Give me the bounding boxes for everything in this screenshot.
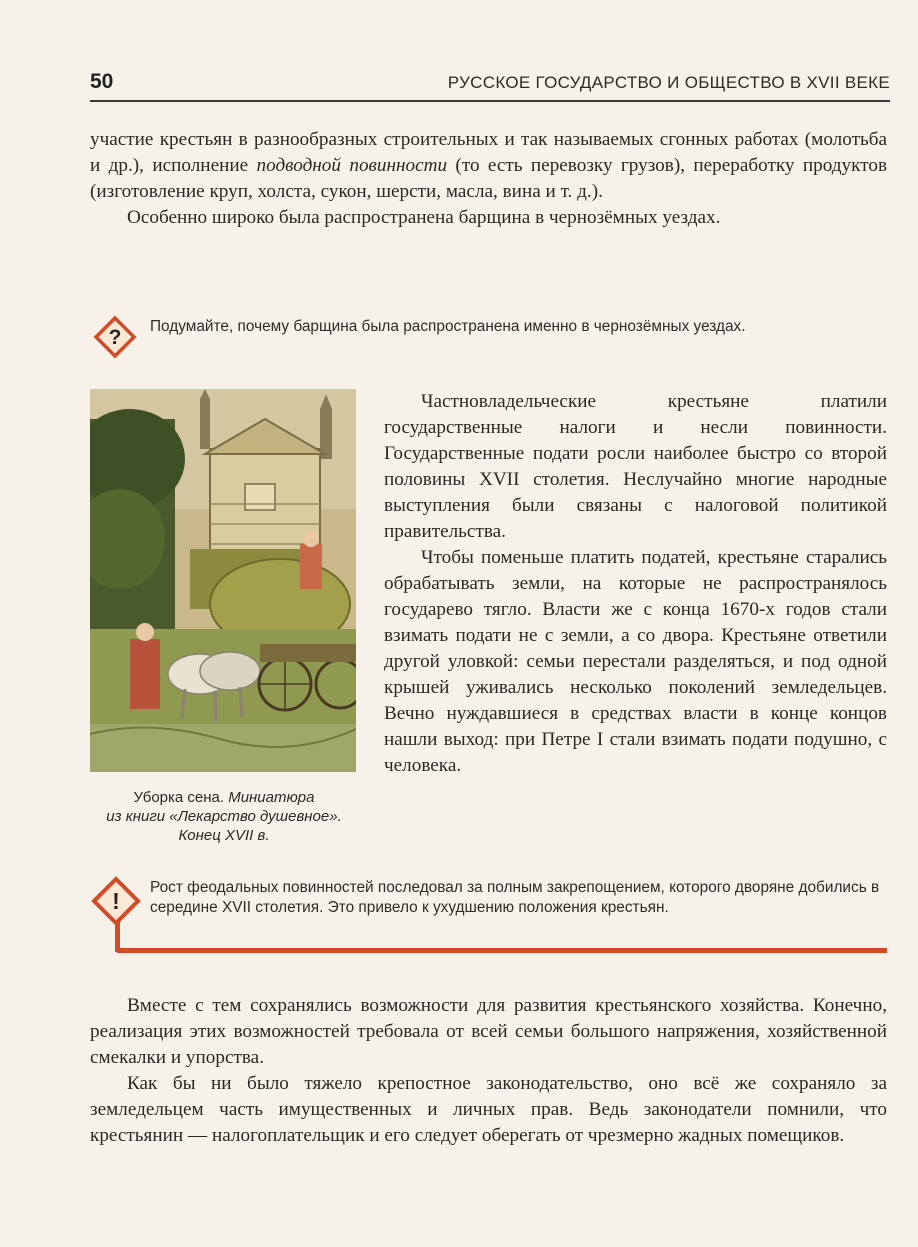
question-diamond-icon [93, 315, 137, 364]
attention-callout: Рост феодальных повинностей последовал за полным закрепощением, которого дворяне добились в середине XVII столетия. Это привело к ухудшению положения крестьян. [150, 879, 880, 916]
text-block-top [90, 127, 887, 231]
page-number: 50 [90, 70, 114, 93]
page-header [90, 66, 890, 102]
paragraph: Особенно широко была распространена барщина в чернозёмных уездах. [127, 207, 721, 228]
text-block-bottom [90, 993, 887, 1149]
text-run: участие крестьян в разнообразных строительных и так называемых сгонных работах (молотьба и др.), исполнение [90, 129, 887, 176]
svg-text:!: ! [112, 888, 120, 914]
caption-source: Миниатюра [228, 789, 315, 806]
exclamation-diamond-icon [91, 876, 141, 931]
term-emphasis: подводной повинности [256, 155, 448, 176]
caption-source: из книги «Лекарство душевное». [106, 808, 342, 825]
question-callout: Подумайте, почему барщина была распространена именно в чернозёмных уездах. [150, 318, 746, 335]
paragraph [90, 127, 887, 205]
caption-title: Уборка сена. [133, 789, 225, 806]
caption-date: Конец XVII в. [178, 827, 270, 844]
svg-text:?: ? [108, 326, 122, 349]
paragraph: Как бы ни было тяжело крепостное законодательство, оно всё же сохраняло за земледельцем часть имущественных и личных прав. Ведь законодатели помнили, что крестьянин — налогоплательщик и его следует оберегать от чрезмерно жадных помещиков. [90, 1073, 887, 1146]
text-block-side [384, 389, 887, 779]
text-run: (то есть перевозку грузов), переработку продуктов (изготовление круп, холста, сукон, шерсти, масла, вина и т. д.). [90, 155, 888, 202]
paragraph: Чтобы поменьше платить податей, крестьяне старались обрабатывать земли, на которые не распространялось государево тягло. Власти же с конца 1670-х годов стали взимать подати не с земли, а со двора. Крестьяне ответили другой уловкой: семьи перестали разделяться, и под одной крышей уживались несколько поколений земледельцев. Вечно нуждавшиеся в средствах власти в конце концов нашли выход: при Петре I стали взимать подати подушно, с человека. [384, 547, 887, 776]
paragraph: Частновладельческие крестьяне платили государственные налоги и несли повинности. Государственные подати росли наиболее быстро со второй половины XVII столетия. Неслучайно многие народные выступления были связаны с налоговой политикой правительства. [384, 391, 887, 542]
attention-rule [117, 948, 887, 953]
illustration-caption [78, 788, 370, 845]
miniature-illustration [90, 389, 356, 772]
running-title: РУССКОЕ ГОСУДАРСТВО И ОБЩЕСТВО В XVII ВЕКЕ [447, 73, 890, 92]
paragraph: Вместе с тем сохранялись возможности для развития крестьянского хозяйства. Конечно, реализация этих возможностей требовала от всей семьи большого напряжения, хозяйственной смекалки и упорства. [90, 995, 887, 1068]
